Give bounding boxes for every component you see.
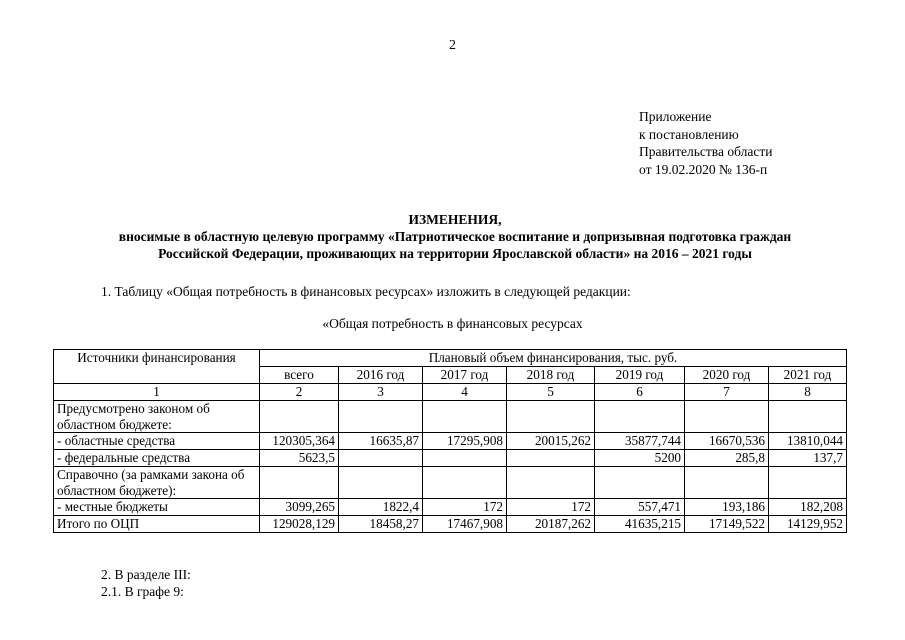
column-number-row [54, 384, 847, 401]
table-cell: 16670,536 [685, 433, 769, 450]
table-row [54, 450, 847, 467]
table-cell: 1822,4 [339, 499, 423, 516]
column-number: 5 [507, 384, 595, 401]
title-line: Российской Федерации, проживающих на территории Ярославской области» на 2016 – 2021 годы [158, 246, 752, 261]
appendix-date-line: от 19.02.2020 № 136-п [639, 161, 768, 177]
column-number: 6 [595, 384, 685, 401]
table-row [54, 499, 847, 516]
table-cell [685, 467, 769, 499]
table-cell [260, 401, 339, 433]
table-cell: 41635,215 [595, 516, 685, 533]
table-cell [769, 467, 847, 499]
table-cell: 17295,908 [423, 433, 507, 450]
table-cell [339, 467, 423, 499]
table-cell [595, 467, 685, 499]
table-cell: 172 [423, 499, 507, 516]
header-col-2019: 2019 год [595, 367, 685, 384]
document-title [40, 211, 870, 262]
table-cell [507, 450, 595, 467]
table-row [54, 516, 847, 533]
table-row [54, 467, 847, 499]
column-number: 1 [54, 384, 260, 401]
page-number: 2 [449, 38, 456, 53]
header-col-2016: 2016 год [339, 367, 423, 384]
row-label: Предусмотрено законом об областном бюджете: [54, 401, 260, 433]
header-planned: Плановый объем финансирования, тыс. руб. [260, 350, 847, 367]
table-cell: 3099,265 [260, 499, 339, 516]
table-header-row [54, 350, 847, 367]
table-cell: 172 [507, 499, 595, 516]
column-number: 8 [769, 384, 847, 401]
table-cell [423, 401, 507, 433]
table-cell [339, 450, 423, 467]
table-cell: 13810,044 [769, 433, 847, 450]
row-label: Итого по ОЦП [54, 516, 260, 533]
appendix-line: Приложение [639, 109, 712, 124]
table-cell: 285,8 [685, 450, 769, 467]
table-cell: 20015,262 [507, 433, 595, 450]
table-cell [507, 401, 595, 433]
table-cell [595, 401, 685, 433]
title-heading: ИЗМЕНЕНИЯ, [408, 212, 502, 227]
table-cell [423, 450, 507, 467]
table-cell: 17149,522 [685, 516, 769, 533]
table-cell: 137,7 [769, 450, 847, 467]
column-number: 4 [423, 384, 507, 401]
row-label: - областные средства [54, 433, 260, 450]
header-col-2017: 2017 год [423, 367, 507, 384]
appendix-block [639, 108, 772, 178]
table-cell [423, 467, 507, 499]
appendix-line: Правительства области [639, 144, 773, 159]
table-cell: 14129,952 [769, 516, 847, 533]
table-cell: 35877,744 [595, 433, 685, 450]
column-number: 7 [685, 384, 769, 401]
header-col-total: всего [260, 367, 339, 384]
table-cell [769, 401, 847, 433]
table-cell: 5623,5 [260, 450, 339, 467]
paragraph-3: 2.1. В графе 9: [101, 584, 184, 599]
paragraph-2: 2. В разделе III: [101, 567, 191, 582]
header-col-2020: 2020 год [685, 367, 769, 384]
column-number: 3 [339, 384, 423, 401]
table-cell: 20187,262 [507, 516, 595, 533]
title-line: вносимые в областную целевую программу «Патриотическое воспитание и допризывная подготовка граждан [118, 229, 792, 244]
table-cell: 18458,27 [339, 516, 423, 533]
financing-table [53, 349, 847, 533]
table-row [54, 433, 847, 450]
row-label: - местные бюджеты [54, 499, 260, 516]
paragraph-1: 1. Таблицу «Общая потребность в финансовых ресурсах» изложить в следующей редакции: [101, 284, 631, 299]
table-cell [507, 467, 595, 499]
table-cell: 16635,87 [339, 433, 423, 450]
row-label: Справочно (за рамками закона об областном бюджете): [54, 467, 260, 499]
table-cell: 193,186 [685, 499, 769, 516]
row-label: - федеральные средства [54, 450, 260, 467]
table-cell: 5200 [595, 450, 685, 467]
table-cell: 17467,908 [423, 516, 507, 533]
table-caption: «Общая потребность в финансовых ресурсах [322, 316, 583, 331]
header-col-2018: 2018 год [507, 367, 595, 384]
table-cell [339, 401, 423, 433]
table-cell: 557,471 [595, 499, 685, 516]
column-number: 2 [260, 384, 339, 401]
table-cell: 120305,364 [260, 433, 339, 450]
header-sources: Источники финансирования [54, 350, 260, 384]
header-col-2021: 2021 год [769, 367, 847, 384]
table-cell [260, 467, 339, 499]
table-cell: 182,208 [769, 499, 847, 516]
appendix-line: к постановлению [639, 126, 739, 142]
table-row [54, 401, 847, 433]
table-cell [685, 401, 769, 433]
table-cell: 129028,129 [260, 516, 339, 533]
